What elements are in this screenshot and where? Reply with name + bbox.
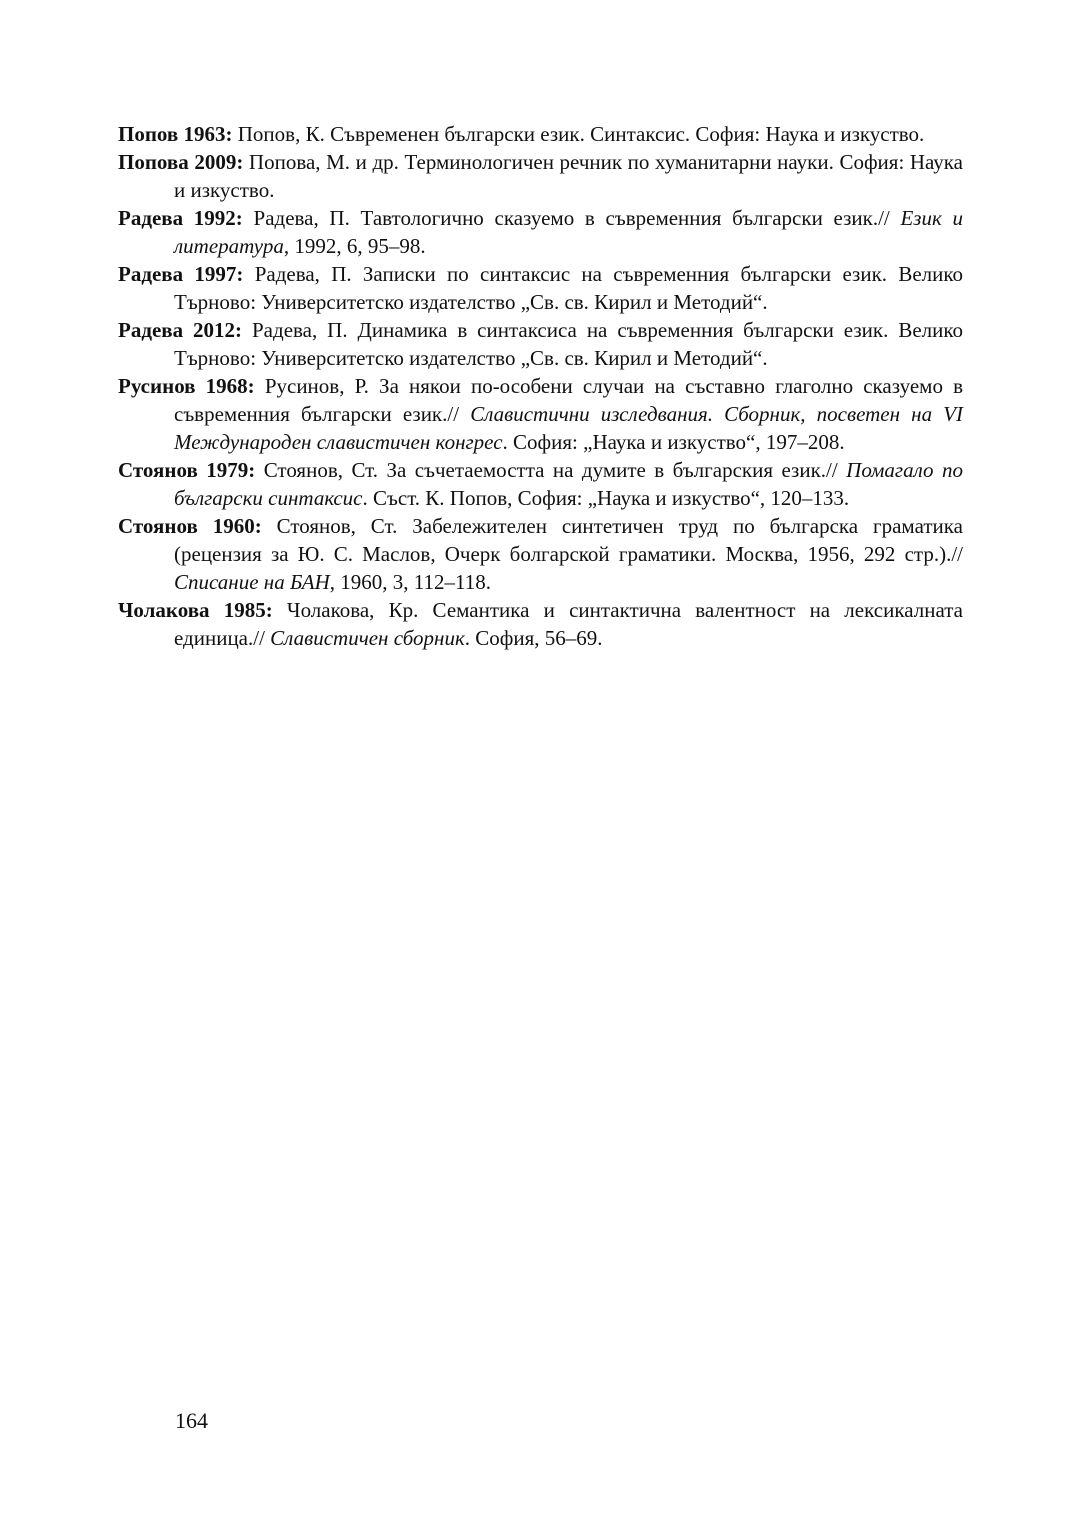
reference-key: Чолакова 1985: — [118, 598, 273, 622]
reference-text: . София, 56–69. — [464, 626, 603, 650]
reference-text: Попов, К. Съвременен български език. Синтаксис. София: Наука и изкуство. — [232, 122, 925, 146]
reference-text: Радева, П. Записки по синтаксис на съвременния български език. Велико Търново: Университетско издателство „Св. св. Кирил и Методий“. — [174, 262, 964, 314]
reference-list — [118, 120, 963, 652]
reference-entry — [118, 204, 963, 260]
reference-entry — [118, 596, 963, 652]
reference-text: Попова, М. и др. Терминологичен речник по хуманитарни науки. София: Наука и изкуство. — [174, 150, 963, 202]
reference-text: Радева, П. Тавтологично сказуемо в съвременния български език.// — [242, 206, 901, 230]
reference-entry — [118, 456, 963, 512]
reference-key: Радева 1997: — [118, 262, 244, 286]
reference-key: Попова 2009: — [118, 150, 244, 174]
reference-key: Радева 2012: — [118, 318, 243, 342]
reference-key: Стоянов 1960: — [118, 514, 262, 538]
reference-key: Попов 1963: — [118, 122, 233, 146]
reference-key: Радева 1992: — [118, 206, 243, 230]
reference-entry — [118, 512, 963, 596]
reference-key: Стоянов 1979: — [118, 458, 256, 482]
reference-text: Стоянов, Ст. За съчетаемостта на думите в българския език.// — [255, 458, 847, 482]
reference-entry — [118, 120, 963, 148]
reference-text: Русинов, Р. За някои по-особени случаи на съставно глаголно сказуемо в съвременния български език.// — [174, 374, 963, 426]
reference-text: . Съст. К. Попов, София: „Наука и изкуство“, 120–133. — [362, 486, 850, 510]
reference-source-title: Славистичен сборник — [270, 626, 465, 650]
reference-text: Стоянов, Ст. Забележителен синтетичен труд по българска граматика (рецензия за Ю. С. Маслов, Очерк болгарской граматики. Москва, 1956, 292 стр.).// — [174, 514, 963, 566]
reference-source-title: Език и литература — [174, 206, 963, 258]
reference-text: , 1992, 6, 95–98. — [283, 234, 426, 258]
reference-source-title: Списание на БАН — [174, 570, 330, 594]
reference-text: Чолакова, Кр. Семантика и синтактична валентност на лексикалната единица.// — [174, 598, 963, 650]
reference-source-title: Славистични изследвания. Сборник, посветен на VI Международен славистичен конгрес — [174, 402, 964, 454]
reference-entry — [118, 372, 963, 456]
reference-text: , 1960, 3, 112–118. — [329, 570, 491, 594]
reference-entry — [118, 148, 963, 204]
reference-entry — [118, 260, 963, 316]
reference-source-title: Помагало по български синтаксис — [174, 458, 963, 510]
reference-key: Русинов 1968: — [118, 374, 255, 398]
reference-entry — [118, 316, 963, 372]
page-number: 164 — [175, 1408, 208, 1433]
reference-text: . София: „Наука и изкуство“, 197–208. — [502, 430, 845, 454]
reference-text: Радева, П. Динамика в синтаксиса на съвременния български език. Велико Търново: Университетско издателство „Св. св. Кирил и Методий“. — [174, 318, 963, 370]
